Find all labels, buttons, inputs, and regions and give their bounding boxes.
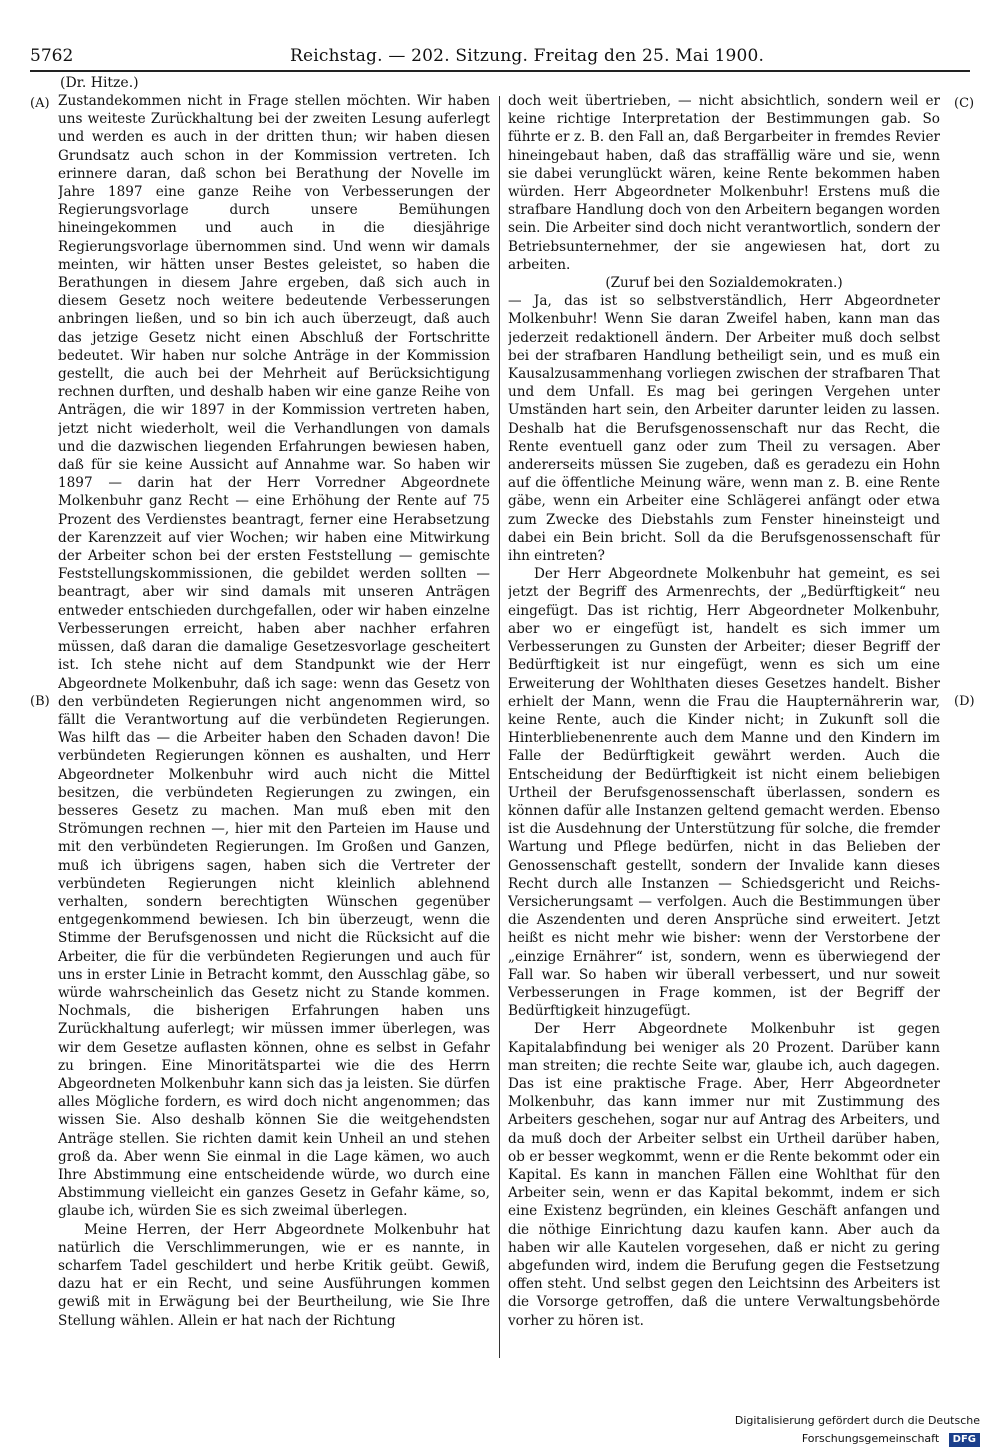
margin-marker-a: (A) bbox=[30, 96, 50, 111]
running-head: Reichstag. — 202. Sitzung. Freitag den 25. Mai 1900. bbox=[290, 46, 765, 66]
speaker-label: (Dr. Hitze.) bbox=[60, 75, 139, 91]
right-paragraph-top: doch weit übertrieben, — nicht absichtlich, sondern weil er keine richtige Interpretation der Bestimmungen gab. So führte er z. B. den Fall an, daß Bergarbeiter in fremdes Revier hineingebaut haben, daß das straffällig wäre und sie, wenn sie dabei verunglückt wären, keine Rente bekommen haben würden. Herr Abgeordneter Molkenbuhr! Erstens muß die strafbare Handlung doch von den Arbeitern begangen worden sein. Die Arbeiter sind doch nicht verantwortlich, sondern der Betriebsunternehmer, der sie angewiesen hat, dort zu arbeiten. bbox=[508, 93, 940, 273]
digitization-credit bbox=[600, 1412, 980, 1445]
page-number: 5762 bbox=[30, 46, 74, 66]
page-header bbox=[30, 40, 970, 72]
left-paragraph-1: Zustandekommen nicht in Frage stellen möchten. Wir haben uns weiteste Zurückhaltung bei der zweiten Lesung auferlegt und werden es auch in der dritten thun; wir haben diesen Grundsatz auch schon in der Kommission vertreten. Ich erinnere daran, daß schon bei Berathung der Novelle im Jahre 1897 eine ganze Reihe von Verbesserungen der Regierungsvorlage durch unsere Bemühungen hineingekommen und auch in die diesjährige Regierungsvorlage übernommen sind. Und wenn wir damals meinten, wir hätten unser Bestes geleistet, so haben die Berathungen in diesem Jahre ergeben, daß sich auch in diesem Gesetz noch weitere bedeutende Verbesserungen anbringen ließen, und so bin ich auch überzeugt, daß auch das jetzige Gesetz nicht einen Abschluß der Fortschritte bedeutet. Wir haben nur solche Anträge in der Kommission gestellt, die auch bei der Mehrheit auf Berücksichtigung rechnen durften, und deshalb haben wir eine ganze Reihe von Anträgen, die wir 1897 in der Kommission vertreten haben, jetzt nicht wiederholt, weil die Verhandlungen von damals und die dazwischen liegenden Erfahrungen bewiesen haben, daß für sie keine Aussicht auf Annahme war. So haben wir 1897 — darin hat der Herr Vorredner Abgeordnete Molkenbuhr ganz Recht — eine Erhöhung der Rente auf 75 Prozent des Verdienstes beantragt, ferner eine Herabsetzung der Karenzzeit auf vier Wochen; wir haben eine Mitwirkung der Arbeiter schon bei der ersten Feststellung — gemischte Feststellungskommissionen, die gebildet werden sollten — beantragt, aber wir sind damals mit unseren Anträgen entweder entschieden durchgefallen, oder wir haben einzelne Verbesserungen erreicht, haben aber nachher erfahren müssen, daß daran die damalige Gesetzesvorlage gescheitert ist. Ich stehe nicht auf dem Standpunkt wie der Herr Abgeordnete Molkenbuhr, daß ich sage: wenn das Gesetz von den verbündeten Regierungen nicht angenommen wird, so fällt die Verantwortung auf die verbündeten Regierungen. Was hilft das — die Arbeiter haben den Schaden davon! Die verbündeten Regierungen können es aushalten, und Herr Abgeordneter Molkenbuhr wird auch nicht die Mittel besitzen, die verbündeten Regierungen zu zwingen, ein besseres Gesetz zu machen. Man muß eben mit den Strömungen rechnen —, hier mit den Parteien im Hause und mit den verbündeten Regierungen. Im Großen und Ganzen, muß ich übrigens sagen, haben sich die Vertreter der verbündeten Regierungen nicht kleinlich ablehnend verhalten, sondern berechtigten Wünschen gegenüber entgegenkommend bewiesen. Ich bin überzeugt, wenn die Stimme der Berufsgenossen und nicht die Rücksicht auf die Arbeiter, die für die verbündeten Regierungen und auch für uns in erster Linie in Betracht kommt, den Ausschlag gäbe, so würde wahrscheinlich das Gesetz nicht zu Stande kommen. Nochmals, die bisherigen Erfahrungen haben uns Zurückhaltung auferlegt; wir müssen immer überlegen, was wir dem Gesetze auflasten können, ohne es selbst in Gefahr zu bringen. Eine Minoritätspartei wie die des Herrn Abgeordneten Molkenbuhr kann sich das ja leisten. Sie dürfen alles Mögliche fordern, es wird doch nicht angenommen; das wissen Sie. Also deshalb können Sie die weitgehendsten Anträge stellen. Sie richten damit kein Unheil an und stehen groß da. Aber wenn Sie einmal in die Lage kämen, wo auch Ihre Abstimmung eine entscheidende würde, wo durch eine Abstimmung vielleicht ein ganzes Gesetz in Gefahr käme, so, glaube ich, würden Sie es sich zweimal überlegen. bbox=[58, 93, 490, 1220]
margin-marker-c: (C) bbox=[954, 96, 975, 111]
left-paragraph-2: Meine Herren, der Herr Abgeordnete Molkenbuhr hat natürlich die Verschlimmerungen, wie er es nannte, in scharfem Tadel geschildert und herbe Kritik geübt. Gewiß, dazu hat er ein Recht, und seine Ausführungen kommen gewiß mit in Erwägung bei der Beurtheilung, wie Sie Ihre Stellung wählen. Allein er hat nach der Richtung bbox=[58, 1221, 490, 1329]
margin-marker-b: (B) bbox=[30, 694, 50, 709]
right-paragraph-2: Der Herr Abgeordnete Molkenbuhr hat gemeint, es sei jetzt der Begriff des Armenrechts, der „Bedürftigkeit“ neu eingefügt. Das ist richtig, Herr Abgeordneter Molkenbuhr, aber wo er eingefügt ist, handelt es sich immer um Verbesserungen zu Gunsten der Arbeiter; dieser Begriff der Bedürftigkeit ist nur eingefügt, wenn es sich um eine Erweiterung der Wohlthaten dieses Gesetzes handelt. Bisher erhielt der Mann, wenn die Frau die Haupternährerin war, keine Rente, auch die Kinder nicht; in Zukunft soll die Hinterbliebenenrente auch dem Manne und den Kindern im Falle der Bedürftigkeit gewährt werden. Auch die Entscheidung der Bedürftigkeit ist nicht einem beliebigen Urtheil der Berufsgenossenschaft überlassen, sondern es können dafür alle Instanzen geltend gemacht werden. Ebenso ist die Ausdehnung der Unterstützung für solche, die fremder Wartung und Pflege bedürfen, nicht in das Belieben der Genossenschaft gestellt, sondern der Invalide kann dieses Recht durch alle Instanzen — Schiedsgericht und Reichs-Versicherungsamt — verfolgen. Auch die Bestimmungen über die Aszendenten und deren Ansprüche sind erweitert. Jetzt heißt es nicht mehr wie bisher: wenn der Verstorbene der „einzige Ernährer“ ist, sondern, wenn es überwiegend der Fall war. So haben wir überall verbessert, und nur soweit Verbesserungen in Frage kommen, ist der Begriff der Bedürftigkeit hinzugefügt. bbox=[508, 566, 940, 1020]
header-rule bbox=[30, 70, 970, 72]
interjection: (Zuruf bei den Sozialdemokraten.) bbox=[605, 275, 843, 292]
right-paragraph-3: Der Herr Abgeordnete Molkenbuhr ist gegen Kapitalabfindung bei weniger als 20 Prozent. Darüber kann man streiten; die rechte Seite war, glaube ich, auch dagegen. Das ist eine praktische Frage. Aber, Herr Abgeordneter Molkenbuhr, das kann immer nur mit Zustimmung des Arbeiters geschehen, sogar nur auf Antrag des Arbeiters, und da muß doch der Arbeiter selbst ein Urtheil darüber haben, ob er besser wegkommt, wenn er die Rente bekommt oder ein Kapital. Es kann in manchen Fällen eine Wohlthat für den Arbeiter sein, wenn er das Kapital bekommt, indem er sich eine Existenz begründen, ein kleines Geschäft anfangen und die nöthige Einrichtung dazu kaufen kann. Aber auch da haben wir alle Kautelen vorgesehen, daß er nicht zu gering abgefunden wird, indem die Berufung gegen die Festsetzung offen steht. Und selbst gegen den Leichtsinn des Arbeiters ist die Vorsorge getroffen, daß die untere Verwaltungsbehörde vorher zu hören ist. bbox=[508, 1021, 940, 1329]
credit-text: Digitalisierung gefördert durch die Deutsche Forschungsgemeinschaft bbox=[734, 1414, 980, 1445]
left-column bbox=[58, 92, 490, 1374]
dfg-logo: DFG bbox=[949, 1433, 980, 1447]
right-paragraph-1: — Ja, das ist so selbstverständlich, Herr Abgeordneter Molkenbuhr! Wenn Sie daran Zweifel haben, kann man das jederzeit redaktionell ändern. Der Arbeiter muß doch selbst bei der strafbaren Handlung betheiligt sein, und es muß ein Kausalzusammenhang vorliegen zwischen der strafbaren That und dem Unfall. Es mag bei geringen Vergehen unter Umständen hart sein, den Arbeiter darunter leiden zu lassen. Deshalb hat die Berufsgenossenschaft nur das Recht, die Rente eventuell ganz oder zum Theil zu versagen. Aber andererseits müssen Sie zugeben, daß es geradezu ein Hohn auf die öffentliche Meinung wäre, wenn man z. B. eine Rente gäbe, wenn ein Arbeiter eine Schlägerei anfängt oder etwa zum Zwecke des Diebstahls zum Fenster hineinsteigt und dabei ein Bein bricht. Soll da die Berufsgenossenschaft für ihn eintreten? bbox=[508, 293, 940, 565]
column-divider bbox=[499, 96, 500, 1358]
margin-marker-d: (D) bbox=[954, 694, 975, 709]
right-column bbox=[508, 92, 940, 1374]
